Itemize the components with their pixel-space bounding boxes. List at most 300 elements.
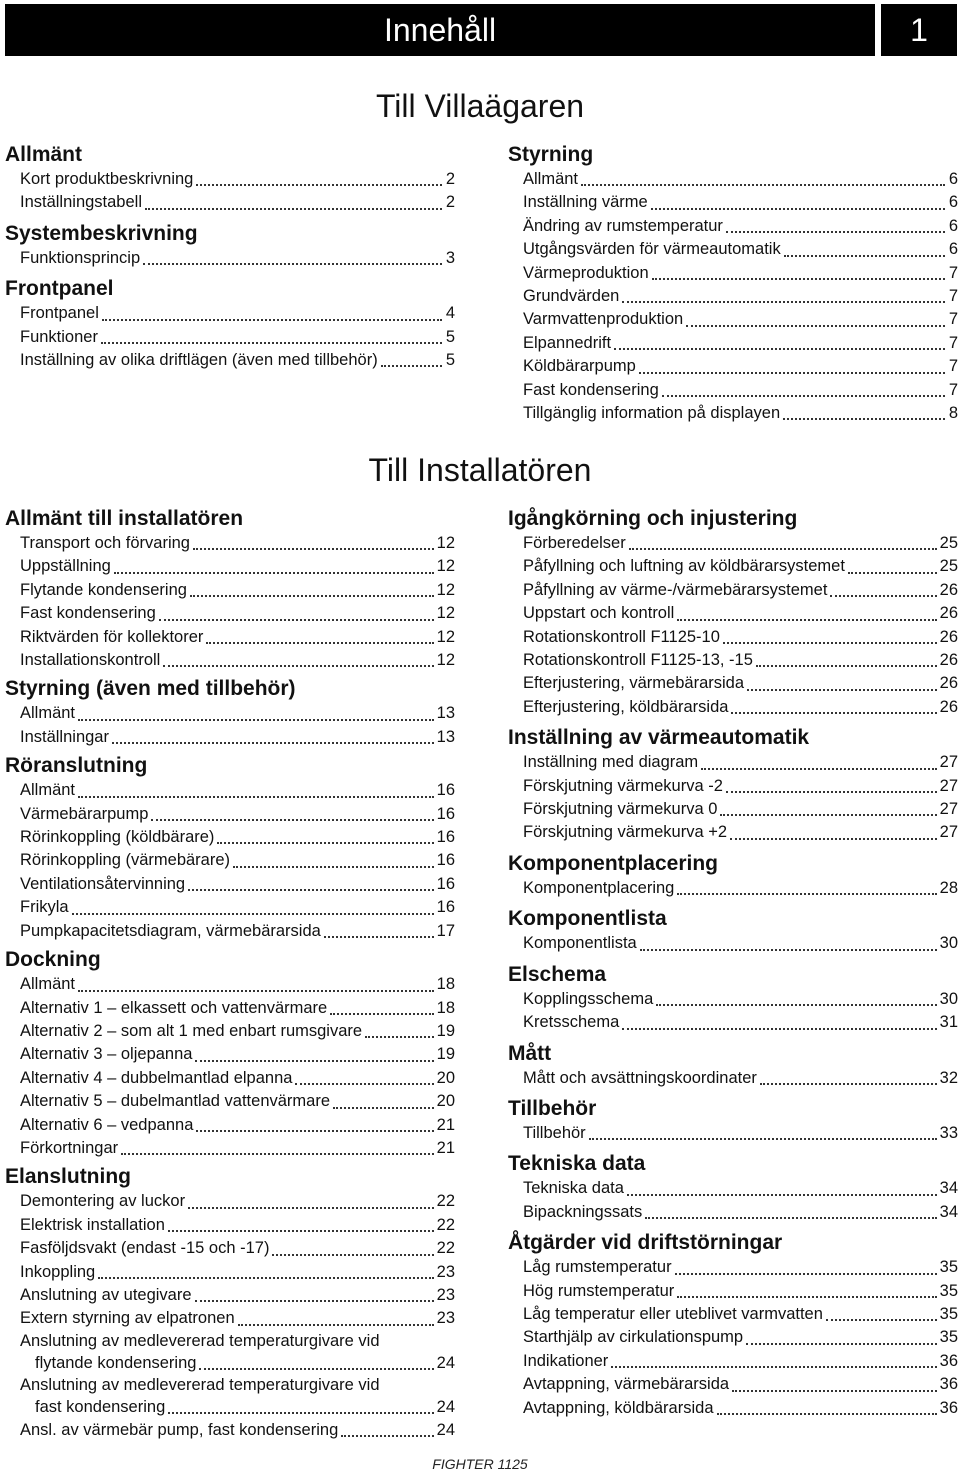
toc-leader-dots [102,318,442,321]
toc-section-title: Frontpanel [5,277,114,301]
toc-entry-page: 22 [436,1192,455,1211]
toc-section-title: Allmänt till installatören [5,507,244,530]
toc-entry-label: Förberedelser [523,534,626,552]
toc-entry-page: 24 [436,1420,455,1439]
toc-leader-dots [677,618,936,621]
toc-entry [5,1114,455,1137]
toc-entry-page: 8 [948,404,958,423]
toc-entry [508,238,958,261]
toc-entry-page: 27 [939,823,958,842]
toc-entry-page: 18 [436,998,455,1017]
toc-entry-page: 7 [948,310,958,329]
toc-entry-page: 22 [436,1239,455,1258]
toc-entry-line2 [20,1352,455,1375]
toc-entry-label: Påfyllning och luftning av köldbärarsystemet [523,557,845,576]
toc-entry-page: 25 [939,534,958,552]
toc-leader-dots [830,594,936,597]
toc-entry [5,247,455,270]
toc-entry-label: Transport och förvaring [20,534,190,552]
toc-leader-dots [188,888,434,891]
toc-entry-label-line2: flytande kondensering [35,1353,197,1372]
toc-leader-dots [622,300,945,303]
part-title-installer: Till Installatören [368,452,592,488]
toc-leader-dots [112,741,434,744]
toc-entry-label: Värmebärarpump [20,804,149,823]
toc-entry [5,1237,455,1260]
toc-entry [5,1020,455,1043]
toc-entry [5,555,455,578]
toc-leader-dots [652,277,945,280]
toc-entry-label: Inställningstabell [20,193,142,212]
toc-leader-dots [701,767,936,770]
toc-section [508,1041,958,1090]
toc-entry-page: 23 [436,1285,455,1304]
toc-entry-page: 12 [436,557,455,576]
toc-entry-page: 27 [939,800,958,819]
toc-entry-page: 25 [939,557,958,576]
toc-section-title: Röranslutning [5,754,148,778]
toc-entry [508,1326,958,1349]
toc-leader-dots [78,989,434,992]
toc-entry [508,1067,958,1090]
toc-leader-dots [381,364,442,367]
toc-entry-label: Inställning värme [523,193,648,212]
toc-entry-label: Inställning med diagram [523,753,699,772]
toc-entry-label: Påfyllning av värme-/värmebärarsystemet [523,580,828,599]
toc-leader-dots [640,948,937,951]
toc-entry-page: 26 [939,674,958,693]
toc-entry-label: Rörinkoppling (värmebärare) [20,851,231,870]
toc-entry [5,726,455,749]
toc-entry-page: 36 [939,1351,958,1370]
toc-entry-page: 6 [948,216,958,235]
toc-section-title: Tekniska data [508,1152,646,1176]
toc-entry [508,285,958,308]
toc-entry-label: Inställningar [20,727,109,746]
toc-entry-label: Komponentlista [523,934,637,953]
toc-section-title: Komponentplacering [508,851,719,875]
toc-entry [5,579,455,602]
toc-entry [5,803,455,826]
toc-entry-page: 6 [948,240,958,259]
toc-entry [5,896,455,919]
toc-leader-dots [324,935,434,938]
page-title: Innehåll [383,12,497,48]
toc-entry [508,751,958,774]
toc-entry [508,626,958,649]
toc-entry [508,1303,958,1326]
toc-entry-page: 16 [436,874,455,893]
toc-entry [5,1043,455,1066]
toc-entry-label: Köldbärarpump [523,357,636,376]
toc-entry [508,821,958,844]
toc-entry-label: Fasföljdsvakt (endast -15 och -17) [20,1239,270,1258]
toc-entry [508,355,958,378]
toc-entry-page: 26 [939,697,958,716]
toc-entry-label: Varmvattenproduktion [523,310,684,329]
toc-entry [508,262,958,285]
toc-leader-dots [196,1129,433,1132]
toc-entry-label: Funktioner [20,327,98,346]
toc-entry-label: Elpannedrift [523,333,612,352]
toc-entry-label: Alternativ 2 – som alt 1 med enbart rumsgivare [20,1021,363,1040]
toc-entry-label: Uppstart och kontroll [523,604,675,623]
toc-section [508,1230,958,1420]
toc-entry-page: 16 [436,828,455,847]
toc-entry [508,672,958,695]
toc-entry-page: 30 [939,989,958,1008]
toc-leader-dots [365,1035,434,1038]
toc-leader-dots [206,641,433,644]
toc-entry [5,1190,455,1213]
toc-entry-page: 7 [948,380,958,399]
toc-leader-dots [675,1272,937,1275]
toc-entry-page: 31 [939,1013,958,1032]
toc-leader-dots [217,841,433,844]
toc-entry-label: Riktvärden för kollektorer [20,627,204,646]
toc-entry-page: 16 [436,851,455,870]
toc-leader-dots [622,1027,936,1030]
toc-entry-page: 34 [939,1202,958,1221]
toc-entry-label-line1: Anslutning av medlevererad temperaturgivare vid [20,1331,380,1350]
toc-entry-label: Indikationer [523,1351,609,1370]
toc-entry [508,332,958,355]
toc-entry [508,988,958,1011]
toc-entry-page: 23 [436,1262,455,1281]
toc-entry-page: 12 [436,534,455,552]
toc-entry-label: Utgångsvärden för värmeautomatik [523,240,781,259]
toc-leader-dots [747,688,937,691]
toc-entry-label: Extern styrning av elpatronen [20,1309,235,1328]
toc-entry-page: 28 [939,878,958,897]
toc-entry-label: Fast kondensering [20,604,156,623]
toc-entry-page: 21 [436,1138,455,1157]
toc-entry-page: 36 [939,1398,958,1417]
toc-section-title: Elschema [508,962,607,986]
toc-entry-page: 7 [948,263,958,282]
toc-leader-dots [726,230,945,233]
toc-entry-label: Allmänt [523,170,579,188]
toc-entry-label: Avtappning, värmebärarsida [523,1375,730,1394]
toc-installer-right [508,506,958,1420]
toc-entry-label: Rotationskontroll F1125-10 [523,627,720,646]
toc-section-title: Styrning (även med tillbehör) [5,677,296,701]
toc-leader-dots [645,1216,936,1219]
toc-section-title: Mått [508,1041,552,1065]
toc-entry [5,826,455,849]
toc-entry-multiline [5,1331,455,1375]
toc-entry-page: 5 [445,351,455,370]
toc-entry-label: Inkoppling [20,1262,96,1281]
toc-entry-page: 12 [436,627,455,646]
toc-entry [508,308,958,331]
toc-leader-dots [723,641,937,644]
toc-entry-label-line2: fast kondensering [35,1397,166,1416]
toc-section [5,276,455,372]
toc-entry-label: Anslutning av utegivare [20,1285,192,1304]
toc-leader-dots [199,1367,433,1370]
toc-entry [5,626,455,649]
toc-entry-page: 35 [939,1328,958,1347]
toc-entry-label: Kort produktbeskrivning [20,170,194,188]
toc-leader-dots [272,1253,433,1256]
toc-entry-label: Kopplingsschema [523,989,654,1008]
toc-leader-dots [720,813,936,816]
toc-leader-dots [341,1434,433,1437]
toc-leader-dots [611,1365,936,1368]
toc-entry [5,1419,455,1442]
toc-leader-dots [190,594,434,597]
toc-leader-dots [614,347,945,350]
toc-leader-dots [662,394,945,397]
toc-section [508,1151,958,1224]
toc-entry-page: 27 [939,776,958,795]
toc-entry [5,1214,455,1237]
toc-entry [5,602,455,625]
toc-entry [508,602,958,625]
toc-entry-label: Efterjustering, värmebärarsida [523,674,745,693]
toc-entry [508,1397,958,1420]
toc-entry-page: 7 [948,357,958,376]
toc-installer-left [5,506,455,1442]
toc-entry-page: 23 [436,1309,455,1328]
toc-leader-dots [233,865,434,868]
toc-entry [508,1011,958,1034]
toc-entry-page: 6 [948,193,958,212]
toc-entry-label: Allmänt [20,975,76,994]
toc-leader-dots [783,417,945,420]
toc-entry [5,1137,455,1160]
toc-entry-page: 27 [939,753,958,772]
toc-entry-page: 4 [445,304,455,323]
toc-entry-page: 26 [939,627,958,646]
toc-entry [5,191,455,214]
toc-entry [508,798,958,821]
toc-leader-dots [589,1137,937,1140]
toc-section [508,962,958,1035]
toc-entry [5,326,455,349]
toc-section-title: Åtgärder vid driftstörningar [508,1231,783,1255]
toc-entry-label: Förkortningar [20,1138,119,1157]
toc-entry-label: Alternativ 4 – dubbelmantlad elpanna [20,1068,293,1087]
footer-model: FIGHTER 1125 [432,1456,528,1472]
toc-entry [508,1201,958,1224]
toc-entry [5,873,455,896]
toc-entry [508,1350,958,1373]
toc-entry [508,555,958,578]
toc-leader-dots [656,1003,936,1006]
toc-leader-dots [629,547,937,550]
toc-entry [508,1280,958,1303]
toc-entry [5,168,455,191]
toc-leader-dots [114,571,434,574]
toc-entry-label: Elektrisk installation [20,1215,165,1234]
part-title-owner: Till Villaägaren [375,88,585,124]
toc-section [5,947,455,1160]
toc-section [5,676,455,749]
toc-section-title: Systembeskrivning [5,221,198,245]
toc-section [508,506,958,719]
toc-entry [508,775,958,798]
toc-entry-label: Komponentplacering [523,878,675,897]
toc-entry-page: 26 [939,651,958,670]
toc-entry-label: Allmänt [20,704,76,723]
toc-section [508,142,958,425]
toc-entry-page: 5 [445,327,455,346]
toc-entry-page: 32 [939,1068,958,1087]
toc-entry-page: 22 [436,1215,455,1234]
toc-leader-dots [581,183,945,186]
toc-leader-dots [760,1082,937,1085]
toc-entry-label: Låg rumstemperatur [523,1258,672,1277]
toc-entry-label: Alternativ 5 – dubelmantlad vattenvärmare [20,1092,331,1111]
toc-leader-dots [196,183,442,186]
toc-leader-dots [726,790,937,793]
toc-entry-label: Låg temperatur eller uteblivet varmvatten [523,1304,823,1323]
toc-leader-dots [730,837,937,840]
toc-section-title: Dockning [5,948,101,972]
toc-entry-page: 16 [436,781,455,800]
toc-leader-dots [168,1411,433,1414]
toc-leader-dots [756,664,937,667]
toc-entry [5,349,455,372]
toc-entry [508,1256,958,1279]
toc-section [5,1164,455,1330]
toc-leader-dots [826,1318,937,1321]
toc-entry [508,1122,958,1145]
toc-leader-dots [651,207,945,210]
toc-entry-page: 24 [436,1353,455,1372]
toc-section-title: Styrning [508,143,594,166]
toc-leader-dots [101,341,442,344]
toc-entry [508,1373,958,1396]
toc-entry [5,920,455,943]
toc-leader-dots [717,1412,937,1415]
toc-leader-dots [677,892,936,895]
toc-entry-page: 7 [948,333,958,352]
toc-leader-dots [78,718,434,721]
toc-entry-page: 16 [436,898,455,917]
toc-entry [508,191,958,214]
toc-entry [5,532,455,555]
toc-entry-label: Inställning av olika driftlägen (även med tillbehör) [20,351,378,370]
toc-section [5,506,455,672]
toc-leader-dots [333,1106,434,1109]
toc-entry [508,649,958,672]
toc-entry-label: Flytande kondensering [20,580,187,599]
toc-leader-dots [686,324,945,327]
toc-entry-page: 18 [436,975,455,994]
toc-entry-label: Funktionsprincip [20,248,141,267]
toc-leader-dots [195,1299,434,1302]
toc-entry-page: 19 [436,1045,455,1064]
toc-leader-dots [145,207,442,210]
toc-entry [508,877,958,900]
toc-section [508,906,958,955]
toc-section-title: Tillbehör [508,1096,597,1120]
toc-entry-label: Tillbehör [523,1123,586,1142]
toc-entry-label: Tillgänglig information på displayen [523,404,781,423]
toc-entry-label: Ansl. av värmebär pump, fast kondensering [20,1420,339,1439]
toc-entry-page: 35 [939,1258,958,1277]
toc-entry [5,1307,455,1330]
toc-entry-multiline [5,1375,455,1419]
toc-section-title: Komponentlista [508,907,667,931]
toc-entry-page: 36 [939,1375,958,1394]
toc-entry-page: 26 [939,604,958,623]
toc-entry-page: 30 [939,934,958,953]
toc-entry-page: 21 [436,1115,455,1134]
toc-owner-right [508,142,958,425]
toc-entry-label: Ändring av rumstemperatur [523,216,723,235]
toc-entry-label: Tekniska data [523,1179,624,1198]
toc-entry [5,849,455,872]
toc-leader-dots [193,547,434,550]
toc-entry [5,1261,455,1284]
toc-entry-label: Demontering av luckor [20,1192,186,1211]
toc-entry [5,1067,455,1090]
toc-leader-dots [151,818,433,821]
toc-entry [508,379,958,402]
toc-leader-dots [195,1059,433,1062]
toc-entry-page: 3 [445,248,455,267]
toc-entry-label: Rotationskontroll F1125-13, -15 [523,651,753,670]
toc-entry [508,532,958,555]
toc-entry-label: Kretsschema [523,1013,620,1032]
toc-leader-dots [168,1229,434,1232]
toc-entry [5,302,455,325]
toc-leader-dots [78,795,434,798]
toc-entry [5,702,455,725]
toc-leader-dots [72,912,434,915]
toc-entry-page: 20 [436,1068,455,1087]
toc-entry-page: 12 [436,651,455,670]
toc-leader-dots [121,1152,434,1155]
toc-entry [508,402,958,425]
toc-entry-page: 12 [436,580,455,599]
toc-entry-page: 2 [445,170,455,188]
toc-entry-page: 16 [436,804,455,823]
toc-leader-dots [732,1389,937,1392]
toc-section [5,221,455,270]
toc-leader-dots [784,254,945,257]
toc-entry [508,168,958,191]
toc-leader-dots [330,1012,433,1015]
toc-entry [508,696,958,719]
toc-entry-label: Starthjälp av cirkulationspump [523,1328,744,1347]
toc-entry-page: 13 [436,704,455,723]
toc-owner-left [5,142,455,372]
toc-entry-page: 2 [445,193,455,212]
toc-leader-dots [639,371,945,374]
toc-section [508,851,958,900]
toc-leader-dots [295,1082,433,1085]
toc-entry-label: Värmeproduktion [523,263,649,282]
toc-entry-label: Uppställning [20,557,111,576]
toc-entry-label: Ventilationsåtervinning [20,874,186,893]
toc-leader-dots [627,1193,937,1196]
toc-entry-label: Pumpkapacitetsdiagram, värmebärarsida [20,921,321,940]
toc-section [5,753,455,943]
toc-leader-dots [238,1323,434,1326]
toc-leader-dots [163,664,433,667]
header-bar [5,4,875,56]
toc-entry-label: Mått och avsättningskoordinater [523,1068,757,1087]
toc-section [508,1096,958,1145]
toc-leader-dots [159,618,434,621]
toc-entry-page: 35 [939,1281,958,1300]
toc-entry [508,932,958,955]
